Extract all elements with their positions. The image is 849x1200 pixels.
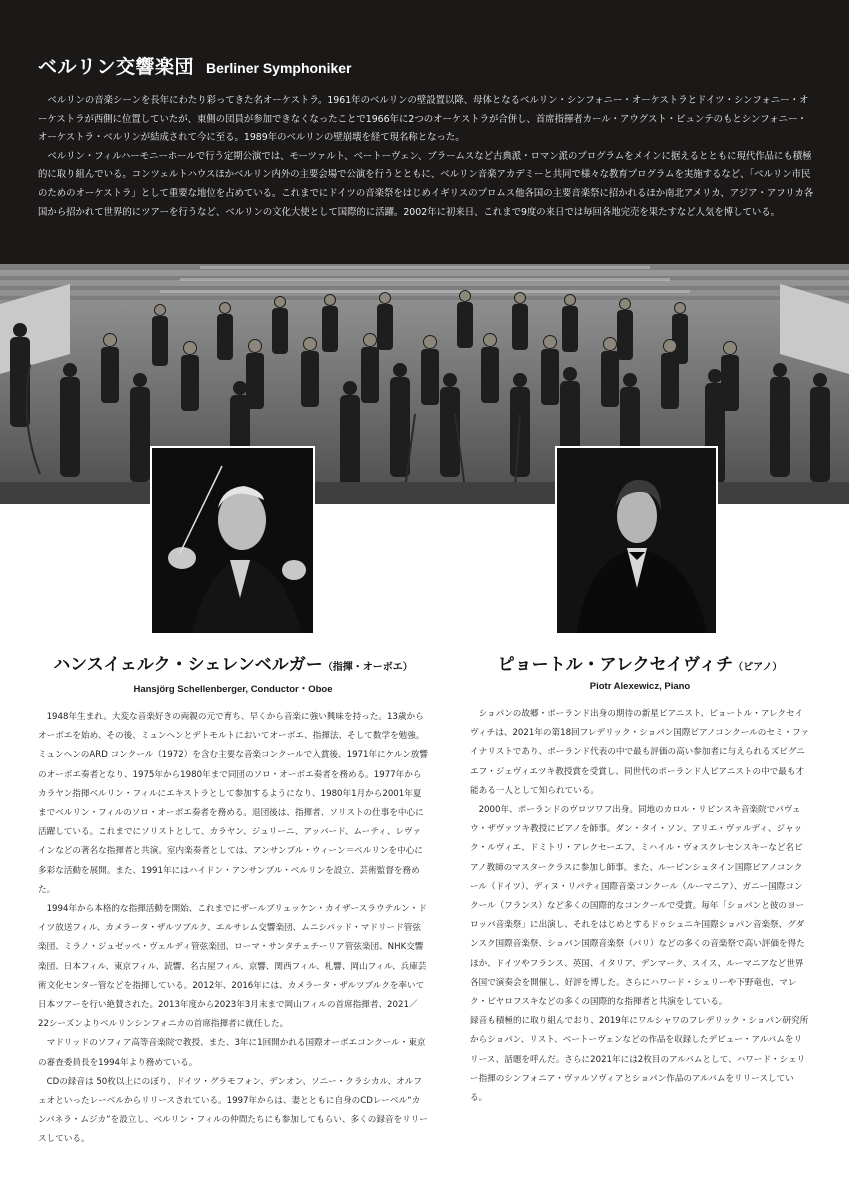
conductor-section: [38, 650, 428, 1150]
conductor-role: （指揮・オーボエ）: [322, 662, 413, 673]
bio-paragraph: 1994年から本格的な指揮活動を開始、これまでにザールブリュッケン・カイザースラウテルン・ドイツ放送フィル、カメラータ・ザルツブルク、エルサレム交響楽団、ムニシパッド・マドリード管弦楽団、ミラノ・ジュゼッペ・ヴェルディ管弦楽団、ローマ・サンタチェチーリア管弦楽団、NHK交響楽団、日本フィル、東京フィル、読響、名古屋フィル、京響、関西フィル、札響、岡山フィル、兵庫芸術文化センター管などを指揮している。2012年、2016年には、カメラータ・ザルツブルクを率いて日本ツアーを行い絶賛された。2013年度から2023年3月末まで岡山フィルの首席指揮者、2021／22シーズンよりベルリンシンフォニカの首席指揮者に就任した。: [38, 904, 427, 1030]
conductor-name: ハンスイェルク・シェレンベルガー: [53, 655, 323, 675]
pianist-bio: [470, 705, 810, 1108]
pianist-section: [470, 650, 810, 1108]
pianist-photo-illustration: [557, 448, 716, 633]
orchestra-intro-panel: [0, 0, 849, 264]
bio-paragraph: マドリッドのソフィア高等音楽院で教授、また、3年に1回開かれる国際オーボエコンクール・東京の審査委員長を1994年より務めている。: [38, 1038, 426, 1068]
bio-paragraph: 1948年生まれ。大変な音楽好きの両親の元で育ち、早くから音楽に強い興味を持った。13歳からオーボエを始め、その後、ミュンヘンとデトモルトにおいてオーボエ、指揮法、そして数学を勉強。ミュンヘンのARD コンクール（1972）を含む主要な音楽コンクールで入賞後、1971年にケルン放響のオーボエ奏者となり、1975年から1980年まで同団のソロ・オーボエ奏者を務める。1977年からカラヤン指揮ベルリン・フィルにエキストラとして参加するようになり、1980年1月から2001年夏までベルリン・フィルのソロ・オーボエ奏者を務める。退団後は、指揮者、ソリストの仕事を中心に活躍している。これまでにソリストとして、カラヤン、ジュリーニ、アッバード、ムーティ、レヴァインなどの著名な指揮者と共演。室内楽奏者としては、アンサンブル・ウィーン＝ベルリンを中心に多彩な活動を展開。また、1991年にはハイドン・アンサンブル・ベルリンを設立、芸術監督を務めた。: [38, 712, 428, 895]
conductor-name-en: Hansjörg Schellenberger, Conductor・Oboe: [133, 684, 333, 695]
conductor-portrait: [150, 446, 315, 635]
bio-paragraph: 録音も積極的に取り組んでおり、2019年にワルシャワのフレデリック・ショパン研究所からショパン、リスト、ベートーヴェンなどの作品を収録したデビュー・アルバムをリリース、話題を呼んだ。さらに2021年には2枚目のアルバムとして、ハワード・シェリー指揮のシンフォニア・ヴァルソヴィアとショパン作品のアルバムをリリースしている。: [470, 1016, 809, 1104]
pianist-name: ピョートル・アレクセイヴィチ: [497, 655, 734, 675]
bio-paragraph: ショパンの故郷・ポーランド出身の期待の新星ピアニスト、ピョートル・アレクセイヴィチは、2021年の第18回フレデリック・ショパン国際ピアノコンクールのセミ・ファイナリストであり、ポーランド代表の中で最も評価の高い参加者に与えられるズビグニエフ・ジェヴィエツキ教授賞を受賞し、同世代のポーランド人ピアニストの中で最も才能ある一人として知られている。: [470, 709, 810, 796]
intro-paragraph: ベルリン・フィルハーモニーホールで行う定期公演では、モーツァルト、ベートーヴェン、ブラームスなど古典派・ロマン派のプログラムをメインに据えるとともに現代作品にも積極的に取り組んでいる。コンツェルトハウスほかベルリン内外の主要会場で公演を行うとともに、ベルリン音楽アカデミーと共同で様々な教育プログラムを実施するなど、「ベルリン市民のためのオーケストラ」として重要な地位を占めている。これまでにドイツの音楽祭をはじめイギリスのプロムス他各国の主要音楽祭に招かれるほか南北アメリカ、アジア・アフリカ各国から招かれて世界的にツアーを行うなど、ベルリンの文化大使として国際的に活躍。2002年に初来日、これまで9度の来日では毎回各地完売を果たすなど人気を博している。: [38, 150, 814, 218]
orchestra-title: [38, 52, 352, 79]
intro-paragraph: ベルリンの音楽シーンを長年にわたり彩ってきた名オーケストラ。1961年のベルリンの壁設置以降、母体となるベルリン・シンフォニー・オーケストラとドイツ・シンフォニー・オーケストラが西側に位置していたが、東側の団員が参加できなくなったことで1966年に2つのオーケストラが合併し、首席指揮者カール・アウグスト・ビュンテのもとシンフォニー・オーケストラ・ベルリンが結成されて今に至る。1989年のベルリンの壁崩壊を経て現名称となった。: [38, 95, 809, 144]
pianist-name-jp: [470, 650, 810, 675]
conductor-bio: [38, 708, 428, 1150]
orchestra-photo-illustration: [0, 264, 849, 504]
orchestra-title-en: Berliner Symphoniker: [206, 60, 352, 76]
bio-paragraph: 2000年、ポーランドのヴロツワフ出身。同地のカロル・リピンスキ音楽院でパヴェウ・ザヴァツキ教授にピアノを師事。ダン・タイ・ソン、アリエ・ヴァルディ、ジャック・ルヴィエ、ドミトリ・アレクセーエフ、ミハイル・ヴォスクレセンスキーなど名ピアノ教師のマスタークラスに参加し師事。また、ルービンシュタイン国際ピアノコンクール（ドイツ）、ディヌ・リパティ国際音楽コンクール（ルーマニア）、ガニー国際コンクール（フランス）など多くの国際的なコンクールで受賞。毎年「ショパンと彼のヨーロッパ音楽祭」に出演し、それをはじめとするドゥシュニキ国際ショパン音楽祭、グダンスク国際音楽祭、ショパン国際音楽祭（パリ）などの多くの音楽祭で高い評価を得たほか、ドイツやフランス、英国、イタリア、デンマーク、スイス、ルーマニアなど世界各国で演奏会を開催し、好評を博した。さらにハワード・シェリーや下野竜也、マレク・ピヤロフスキなどの多くの国際的な指揮者と共演をしている。: [470, 805, 805, 1008]
conductor-photo-illustration: [152, 448, 313, 633]
bio-paragraph: CDの録音は 50枚以上にのぼり、ドイツ・グラモフォン、デンオン、ソニー・クラシカル、オルフェオといったレーベルからリリースされている。1997年からは、妻とともに自身のCDレーベル“カンパネラ・ムジカ”を設立し、ベルリン・フィルの仲間たちにも参加してもらい、多くの録音をリリースしている。: [38, 1076, 428, 1145]
pianist-role: （ピアノ）: [733, 662, 783, 673]
pianist-name-en: Piotr Alexewicz, Piano: [589, 681, 691, 692]
conductor-name-jp: [38, 650, 428, 675]
orchestra-title-jp: ベルリン交響楽団: [38, 56, 195, 78]
orchestra-group-photo: [0, 264, 849, 504]
orchestra-description: [38, 92, 814, 222]
pianist-portrait: [555, 446, 718, 635]
